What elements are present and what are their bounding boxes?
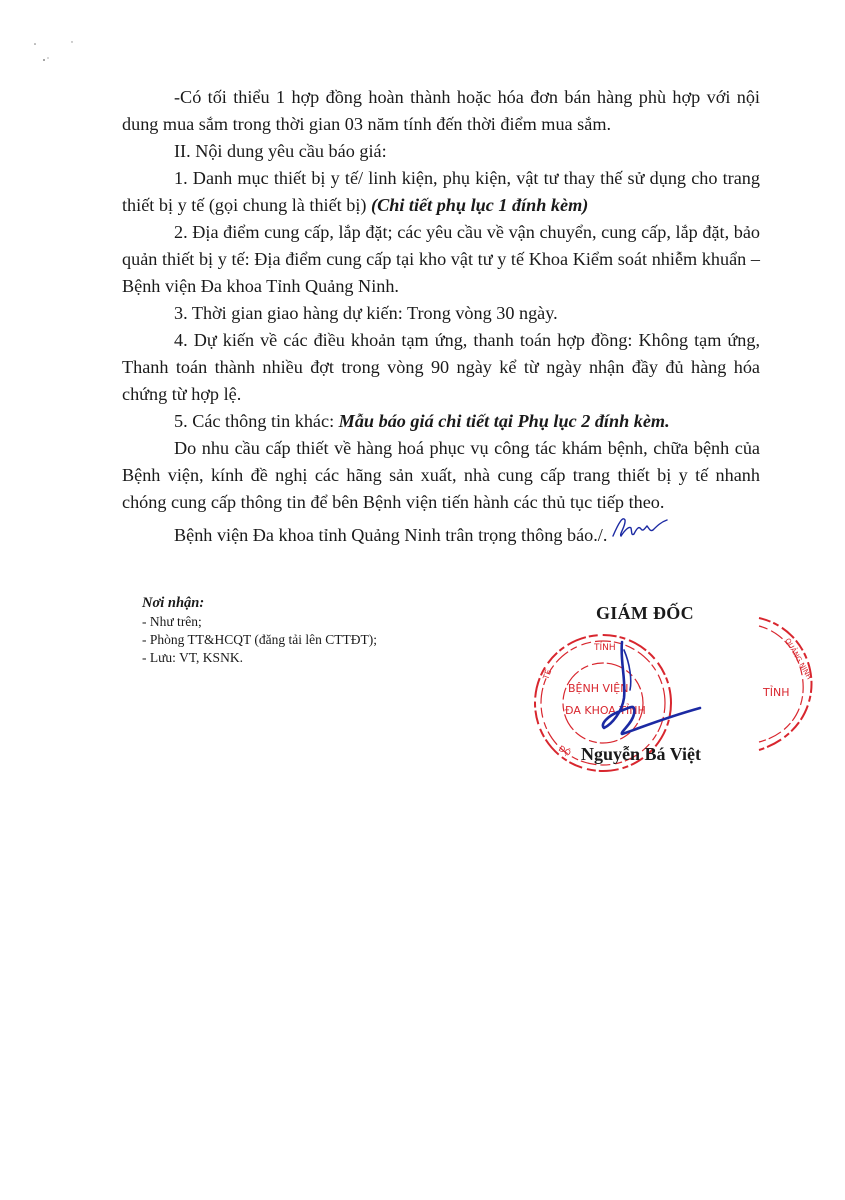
seal-partial-text: TỈNH <box>763 686 790 699</box>
recipient-item: - Phòng TT&HCQT (đăng tải lên CTTĐT); <box>142 632 377 647</box>
seal-side-text: QUẢNG NINH <box>783 637 814 681</box>
seal-bottom-text: ĐỘ <box>557 743 573 758</box>
item-1-text: 1. Danh mục thiết bị y tế/ linh kiện, phụ kiện, vật tư thay thế sử dụng cho trang thiết bị y tế (gọi chung là thiết bị) <box>122 168 760 215</box>
recipients-heading: Nơi nhận: <box>142 595 205 611</box>
recipient-item: - Như trên; <box>142 614 202 629</box>
hospital-seal-partial <box>745 610 825 760</box>
seal-top-text: TỈNH <box>594 643 616 653</box>
seal-line-2: ĐA KHOA TỈNH <box>565 704 646 717</box>
seal-line-1: BỆNH VIỆN <box>568 682 629 695</box>
initials-handwriting <box>609 514 669 540</box>
seal-left-text: TẾ <box>541 668 554 681</box>
section-heading-quote-requirements: II. Nội dung yêu cầu báo giá: <box>174 141 387 161</box>
signatory-name: Nguyễn Bá Việt <box>581 744 702 764</box>
recipients-block <box>142 594 462 667</box>
item-5-text: 5. Các thông tin khác: <box>174 411 339 431</box>
paragraph-item-4: 4. Dự kiến về các điều khoản tạm ứng, thanh toán hợp đồng: Không tạm ứng, Thanh toán thành nhiều đợt trong vòng 90 ngày kể từ ngày nhận đầy đủ hàng hóa chứng từ hợp lệ. <box>122 330 760 404</box>
paragraph-closing <box>122 522 760 549</box>
paragraph-qualification: -Có tối thiểu 1 hợp đồng hoàn thành hoặc hóa đơn bán hàng phù hợp với nội dung mua sắm trong thời gian 03 năm tính đến thời điểm mua sắm. <box>122 87 760 134</box>
closing-text: Bệnh viện Đa khoa tỉnh Quảng Ninh trân trọng thông báo./. <box>174 525 608 545</box>
paragraph-item-1 <box>122 165 760 219</box>
item-1-appendix-note: (Chi tiết phụ lục 1 đính kèm) <box>371 195 589 215</box>
paragraph-item-3: 3. Thời gian giao hàng dự kiến: Trong vòng 30 ngày. <box>174 303 558 323</box>
paragraph-item-2: 2. Địa điểm cung cấp, lắp đặt; các yêu cầu về vận chuyển, cung cấp, lắp đặt, bảo quản thiết bị y tế: Địa điểm cung cấp tại kho vật tư y tế Khoa Kiểm soát nhiễm khuẩn – Bệnh viện Đa khoa Tỉnh Quảng Ninh. <box>122 222 760 296</box>
item-5-appendix-note: Mẫu báo giá chi tiết tại Phụ lục 2 đính kèm. <box>338 411 670 431</box>
paragraph-item-5 <box>122 408 760 435</box>
director-signature <box>560 620 730 760</box>
recipient-item: - Lưu: VT, KSNK. <box>142 650 243 665</box>
paragraph-request: Do nhu cầu cấp thiết về hàng hoá phục vụ công tác khám bệnh, chữa bệnh của Bệnh viện, kính đề nghị các hãng sản xuất, nhà cung cấp trang thiết bị y tế nhanh chóng cung cấp thông tin để bên Bệnh viện tiến hành các thủ tục tiếp theo. <box>122 438 760 512</box>
document-body <box>122 84 760 549</box>
signatory-title: GIÁM ĐỐC <box>596 603 694 623</box>
scan-speck-marks <box>30 38 90 68</box>
